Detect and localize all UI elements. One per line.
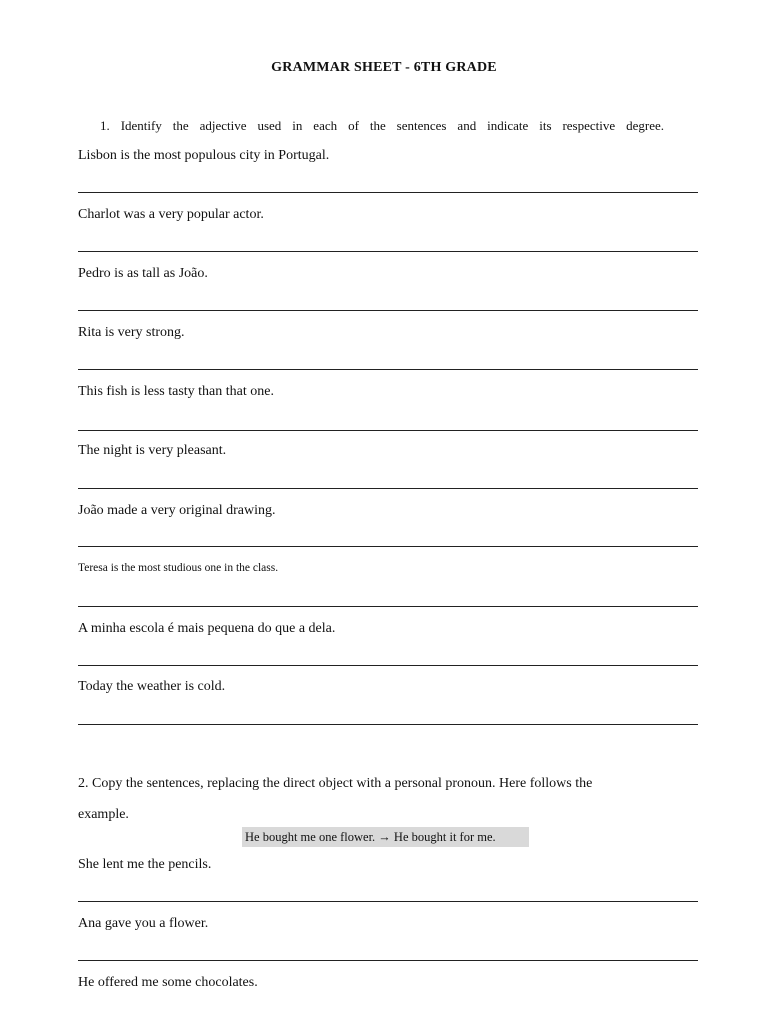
answer-line[interactable] (78, 901, 698, 902)
answer-line[interactable] (78, 430, 698, 431)
exercise-1-sentence: This fish is less tasty than that one. (78, 384, 274, 399)
answer-line[interactable] (78, 310, 698, 311)
answer-line[interactable] (78, 606, 698, 607)
answer-line[interactable] (78, 960, 698, 961)
exercise-1-sentence: Rita is very strong. (78, 325, 185, 340)
exercise-2-sentence: He offered me some chocolates. (78, 975, 258, 990)
exercise-1-sentence: The night is very pleasant. (78, 443, 227, 458)
exercise-2-instruction: 2. Copy the sentences, replacing the direct object with a personal pronoun. Here follows the example. (78, 776, 593, 822)
exercise-1-sentence: Teresa is the most studious one in the class. (78, 562, 279, 574)
answer-line[interactable] (78, 724, 698, 725)
exercise-2-sentence: Ana gave you a flower. (78, 916, 209, 931)
exercise-1-instruction: 1. Identify the adjective used in each of the sentences and indicate its respective degree. (100, 118, 664, 133)
answer-line[interactable] (78, 369, 698, 370)
exercise-1-sentence: Lisbon is the most populous city in Portugal. (78, 148, 330, 163)
exercise-1-sentence: João made a very original drawing. (78, 503, 276, 518)
answer-line[interactable] (78, 251, 698, 252)
exercise-1-sentence: Charlot was a very popular actor. (78, 207, 264, 222)
exercise-1-sentence: Today the weather is cold. (78, 679, 226, 694)
answer-line[interactable] (78, 488, 698, 489)
answer-line[interactable] (78, 665, 698, 666)
exercise-2-sentence: She lent me the pencils. (78, 857, 212, 872)
answer-line[interactable] (78, 546, 698, 547)
exercise-1-sentence: Pedro is as tall as João. (78, 266, 208, 281)
page-title: GRAMMAR SHEET - 6TH GRADE (271, 60, 497, 75)
example-box: He bought me one flower. → He bought it for me. (242, 827, 529, 847)
exercise-1-sentence: A minha escola é mais pequena do que a dela. (78, 621, 336, 636)
answer-line[interactable] (78, 192, 698, 193)
